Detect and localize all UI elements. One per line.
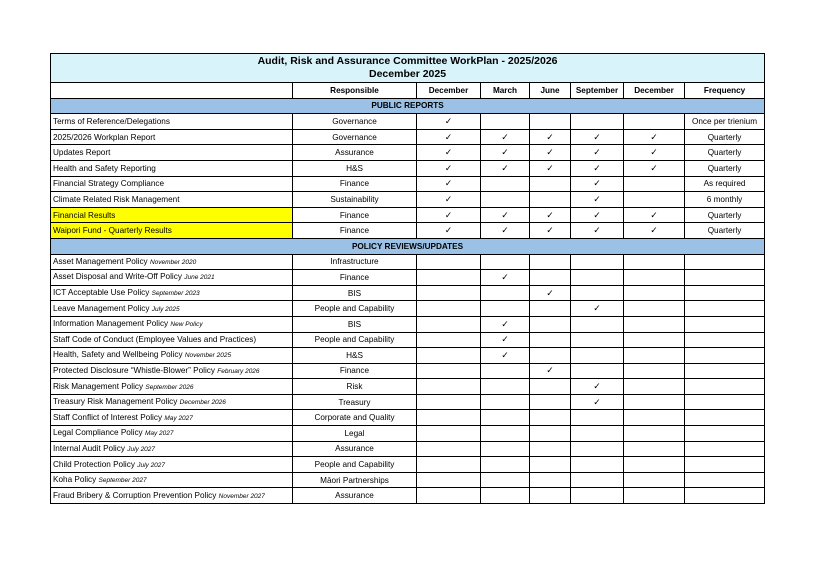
table-row [51,379,765,395]
item-cell [51,410,293,426]
responsible-cell: H&S [293,160,417,176]
empty-cell [417,394,481,410]
tick-mark-icon: ✓ [417,176,481,192]
item-cell [51,176,293,192]
responsible-cell: Finance [293,270,417,286]
item-name: Health, Safety and Wellbeing Policy [53,350,183,360]
section-heading: PUBLIC REPORTS [51,98,765,114]
empty-cell [417,301,481,317]
frequency-cell [685,254,765,270]
empty-cell [481,441,530,457]
tick-mark-icon: ✓ [530,129,571,145]
title-row [51,54,765,83]
tick-mark-icon: ✓ [481,223,530,239]
empty-cell [624,176,685,192]
empty-cell [624,363,685,379]
tick-mark-icon: ✓ [530,223,571,239]
item-cell [51,332,293,348]
item-name: Child Protection Policy [53,459,135,469]
item-cell [51,145,293,161]
item-name: Staff Code of Conduct (Employee Values and Practices) [53,335,257,345]
empty-cell [624,441,685,457]
frequency-cell [685,410,765,426]
empty-cell [417,316,481,332]
tick-mark-icon: ✓ [571,145,624,161]
tick-mark-icon: ✓ [530,207,571,223]
item-cell [51,457,293,473]
section-header-row [51,238,765,254]
empty-cell [624,426,685,442]
frequency-cell: Quarterly [685,223,765,239]
item-name: Health and Safety Reporting [53,163,156,173]
item-name: Financial Results [53,210,116,220]
table-row [51,145,765,161]
responsible-cell: Finance [293,363,417,379]
empty-cell [571,488,624,504]
tick-mark-icon: ✓ [571,394,624,410]
review-date-note: July 2027 [137,461,166,469]
empty-cell [571,270,624,286]
tick-mark-icon: ✓ [417,114,481,130]
tick-mark-icon: ✓ [624,129,685,145]
item-cell [51,348,293,364]
empty-cell [417,363,481,379]
frequency-cell [685,332,765,348]
frequency-cell [685,348,765,364]
item-name: Leave Management Policy [53,303,150,313]
table-row [51,207,765,223]
responsible-cell: Assurance [293,488,417,504]
review-date-note: November 2027 [218,492,265,500]
tick-mark-icon: ✓ [481,207,530,223]
table-row [51,316,765,332]
item-name: ICT Acceptable Use Policy [53,288,150,298]
item-name: Risk Management Policy [53,381,144,391]
table-row [51,270,765,286]
table-row [51,472,765,488]
tick-mark-icon: ✓ [571,301,624,317]
frequency-cell [685,301,765,317]
table-row [51,223,765,239]
tick-mark-icon: ✓ [624,145,685,161]
responsible-cell: Assurance [293,145,417,161]
empty-cell [530,472,571,488]
frequency-cell: As required [685,176,765,192]
empty-cell [624,472,685,488]
empty-cell [530,379,571,395]
responsible-cell: Corporate and Quality [293,410,417,426]
frequency-cell [685,441,765,457]
column-header: June [530,83,571,99]
review-date-note: June 2021 [184,274,215,282]
empty-cell [417,254,481,270]
table-row [51,129,765,145]
review-date-note: September 2026 [145,383,194,391]
responsible-cell: Governance [293,129,417,145]
empty-cell [624,488,685,504]
title-cell [51,54,765,83]
tick-mark-icon: ✓ [481,332,530,348]
review-date-note: July 2025 [151,305,180,313]
frequency-cell [685,457,765,473]
item-name: Protected Disclosure “Whistle-Blower” Policy [53,365,215,375]
frequency-cell [685,379,765,395]
column-header: March [481,83,530,99]
tick-mark-icon: ✓ [417,192,481,208]
frequency-cell [685,270,765,286]
item-cell [51,160,293,176]
review-date-note: New Policy [170,321,203,329]
item-cell [51,129,293,145]
tick-mark-icon: ✓ [571,160,624,176]
frequency-cell [685,426,765,442]
empty-cell [624,394,685,410]
empty-cell [530,114,571,130]
item-cell [51,254,293,270]
empty-cell [571,254,624,270]
column-header: Responsible [293,83,417,99]
empty-cell [624,285,685,301]
empty-cell [571,410,624,426]
frequency-cell [685,316,765,332]
empty-cell [481,457,530,473]
empty-cell [530,301,571,317]
tick-mark-icon: ✓ [417,160,481,176]
empty-cell [571,348,624,364]
empty-cell [417,488,481,504]
responsible-cell: BIS [293,316,417,332]
review-date-note: September 2023 [151,290,200,298]
frequency-cell: 6 monthly [685,192,765,208]
table-row [51,176,765,192]
empty-cell [481,176,530,192]
review-date-note: May 2027 [144,430,174,438]
review-date-note: May 2027 [164,414,193,422]
page-title: Audit, Risk and Assurance Committee WorkPlan - 2025/2026 [257,55,558,67]
tick-mark-icon: ✓ [571,176,624,192]
frequency-cell [685,394,765,410]
frequency-cell [685,472,765,488]
empty-cell [624,457,685,473]
tick-mark-icon: ✓ [530,285,571,301]
item-cell [51,488,293,504]
empty-cell [481,114,530,130]
tick-mark-icon: ✓ [481,270,530,286]
empty-cell [417,332,481,348]
empty-cell [624,410,685,426]
empty-cell [624,270,685,286]
item-cell [51,363,293,379]
item-cell [51,394,293,410]
responsible-cell: Treasury [293,394,417,410]
tick-mark-icon: ✓ [481,160,530,176]
tick-mark-icon: ✓ [624,207,685,223]
review-date-note: November 2025 [184,352,232,360]
empty-cell [530,426,571,442]
tick-mark-icon: ✓ [571,207,624,223]
frequency-cell: Quarterly [685,207,765,223]
empty-cell [530,488,571,504]
empty-cell [624,332,685,348]
item-cell [51,426,293,442]
item-name: Financial Strategy Compliance [53,179,165,189]
tick-mark-icon: ✓ [481,145,530,161]
tick-mark-icon: ✓ [624,223,685,239]
empty-cell [530,176,571,192]
item-cell [51,379,293,395]
empty-cell [530,457,571,473]
table-row [51,192,765,208]
tick-mark-icon: ✓ [530,145,571,161]
empty-cell [481,426,530,442]
empty-cell [481,192,530,208]
empty-cell [417,410,481,426]
item-name: Internal Audit Policy [53,443,125,453]
item-name: Terms of Reference/Delegations [53,116,170,126]
table-row [51,363,765,379]
section-heading: POLICY REVIEWS/UPDATES [51,238,765,254]
responsible-cell: H&S [293,348,417,364]
empty-cell [571,457,624,473]
empty-cell [571,426,624,442]
empty-cell [417,379,481,395]
item-cell [51,316,293,332]
empty-cell [417,270,481,286]
item-cell [51,270,293,286]
table-row [51,441,765,457]
empty-cell [481,301,530,317]
table-row [51,457,765,473]
empty-cell [571,285,624,301]
table-row [51,254,765,270]
table-row [51,348,765,364]
item-cell [51,441,293,457]
tick-mark-icon: ✓ [417,207,481,223]
empty-cell [481,410,530,426]
item-name: Waipori Fund - Quarterly Results [53,226,172,236]
tick-mark-icon: ✓ [481,348,530,364]
item-name: Koha Policy [53,475,97,485]
empty-cell [571,114,624,130]
table-row [51,301,765,317]
empty-cell [417,441,481,457]
review-date-note: December 2026 [179,399,226,407]
tick-mark-icon: ✓ [571,223,624,239]
review-date-note: July 2027 [127,445,156,453]
empty-cell [417,285,481,301]
item-name: Fraud Bribery & Corruption Prevention Policy [53,490,217,500]
frequency-cell [685,488,765,504]
table-row [51,160,765,176]
item-name: Treasury Risk Management Policy [53,397,178,407]
empty-cell [624,114,685,130]
frequency-cell: Quarterly [685,129,765,145]
tick-mark-icon: ✓ [571,379,624,395]
review-date-note: November 2020 [149,258,197,266]
empty-cell [530,441,571,457]
empty-cell [624,301,685,317]
tick-mark-icon: ✓ [530,160,571,176]
empty-cell [417,348,481,364]
empty-cell [571,332,624,348]
table-row [51,394,765,410]
item-name: Staff Conflict of Interest Policy [53,412,163,422]
responsible-cell: Māori Partnerships [293,472,417,488]
item-name: Asset Disposal and Write-Off Policy [53,272,182,282]
empty-cell [624,254,685,270]
empty-cell [530,332,571,348]
empty-cell [481,394,530,410]
item-cell [51,223,293,239]
responsible-cell: Finance [293,223,417,239]
empty-cell [624,316,685,332]
item-name: Legal Compliance Policy [53,428,143,438]
empty-cell [624,379,685,395]
item-cell [51,285,293,301]
column-header: September [571,83,624,99]
review-date-note: February 2026 [217,367,260,375]
item-name: Asset Management Policy [53,256,148,266]
table-body [51,54,765,504]
tick-mark-icon: ✓ [417,129,481,145]
tick-mark-icon: ✓ [530,363,571,379]
empty-cell [530,270,571,286]
empty-cell [417,457,481,473]
item-cell [51,207,293,223]
empty-cell [624,348,685,364]
column-header: December [417,83,481,99]
tick-mark-icon: ✓ [481,129,530,145]
table-row [51,114,765,130]
tick-mark-icon: ✓ [571,129,624,145]
item-cell [51,472,293,488]
empty-cell [571,472,624,488]
item-cell [51,114,293,130]
page-subtitle: December 2025 [369,68,447,80]
table-row [51,426,765,442]
empty-cell [481,363,530,379]
empty-cell [481,488,530,504]
section-header-row [51,98,765,114]
empty-cell [530,316,571,332]
empty-cell [481,285,530,301]
column-header: December [624,83,685,99]
item-cell [51,301,293,317]
empty-cell [571,363,624,379]
empty-cell [571,441,624,457]
empty-cell [417,426,481,442]
responsible-cell: Assurance [293,441,417,457]
frequency-cell: Quarterly [685,160,765,176]
tick-mark-icon: ✓ [571,192,624,208]
empty-cell [481,254,530,270]
empty-cell [624,192,685,208]
table-row [51,332,765,348]
frequency-cell: Quarterly [685,145,765,161]
responsible-cell: Legal [293,426,417,442]
table-row [51,285,765,301]
responsible-cell: People and Capability [293,457,417,473]
empty-cell [530,410,571,426]
responsible-cell: Risk [293,379,417,395]
tick-mark-icon: ✓ [417,223,481,239]
workplan-table [50,53,765,504]
table-row [51,488,765,504]
responsible-cell: Finance [293,176,417,192]
empty-cell [530,348,571,364]
item-name: Information Management Policy [53,319,169,329]
item-cell [51,192,293,208]
empty-cell [530,254,571,270]
column-header [51,83,293,99]
item-name: Climate Related Risk Management [53,194,180,204]
empty-cell [530,192,571,208]
column-header-row [51,83,765,99]
item-name: Updates Report [53,148,111,158]
responsible-cell: People and Capability [293,332,417,348]
column-header: Frequency [685,83,765,99]
review-date-note: September 2027 [98,477,147,485]
empty-cell [481,379,530,395]
frequency-cell [685,363,765,379]
responsible-cell: Finance [293,207,417,223]
responsible-cell: BIS [293,285,417,301]
responsible-cell: Infrastructure [293,254,417,270]
tick-mark-icon: ✓ [481,316,530,332]
table-row [51,410,765,426]
frequency-cell [685,285,765,301]
empty-cell [571,316,624,332]
responsible-cell: Sustainability [293,192,417,208]
item-name: 2025/2026 Workplan Report [53,132,156,142]
responsible-cell: Governance [293,114,417,130]
empty-cell [417,472,481,488]
empty-cell [530,394,571,410]
tick-mark-icon: ✓ [624,160,685,176]
frequency-cell: Once per trienium [685,114,765,130]
tick-mark-icon: ✓ [417,145,481,161]
responsible-cell: People and Capability [293,301,417,317]
empty-cell [481,472,530,488]
